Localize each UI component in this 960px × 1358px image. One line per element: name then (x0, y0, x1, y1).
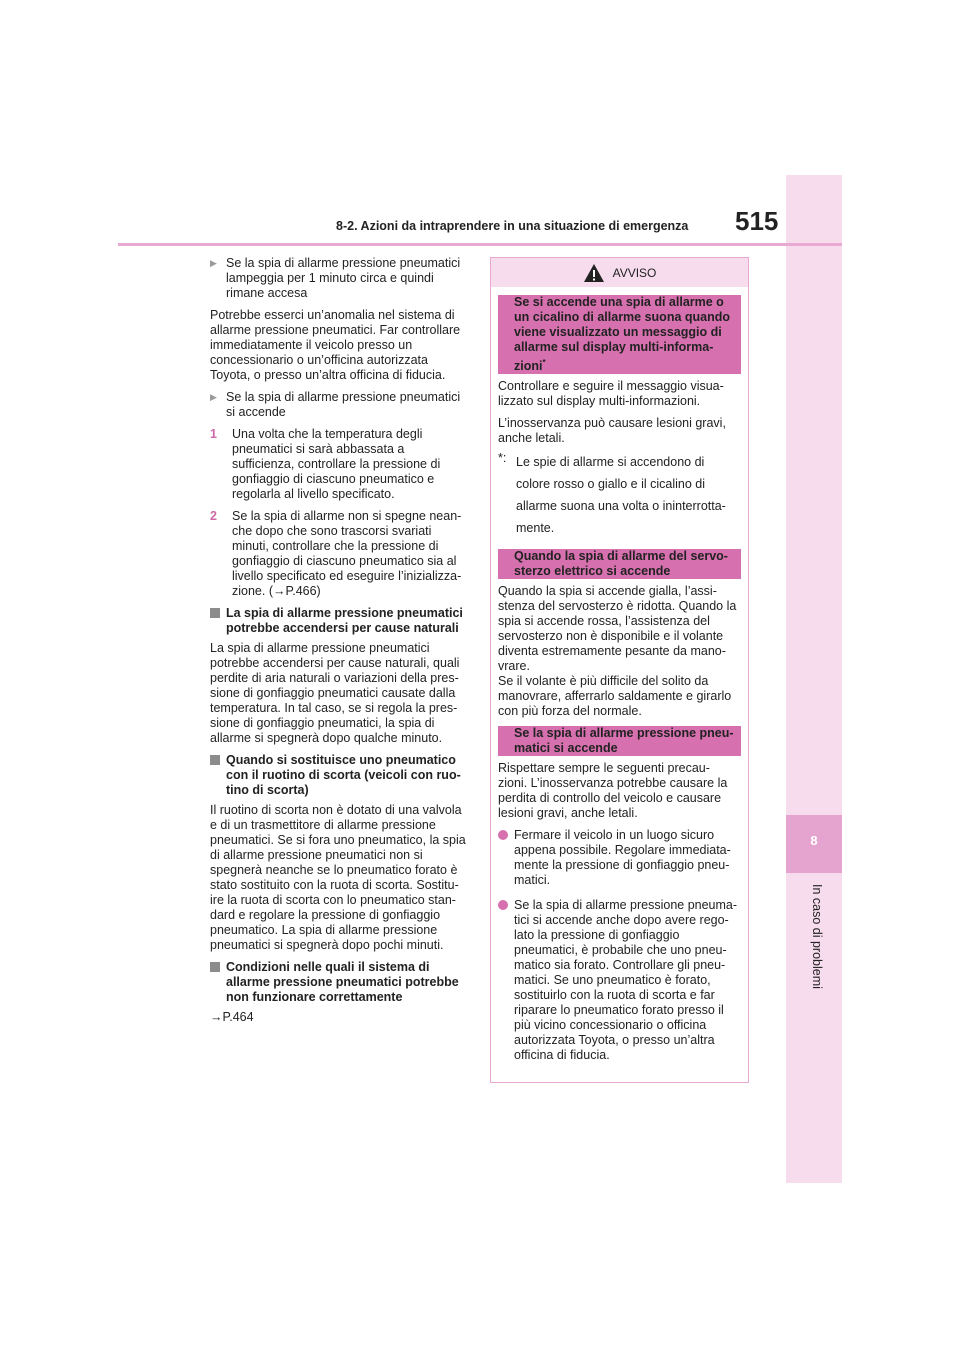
chapter-label: In caso di problemi (810, 884, 824, 989)
warning-triangle-icon (583, 263, 605, 283)
bullet-heading-text: Se la spia di allarme pressione pneumatici lampeggia per 1 minuto circa e quindi rimane accesa (226, 256, 461, 300)
subsection-heading (210, 960, 466, 1005)
warning-heading (498, 726, 741, 756)
warning-heading-text: Se si accende una spia di allarme o un cicalino di allarme suona quando viene visualizzato un messaggio di allarme sul display multi-informa- zioni (514, 295, 731, 374)
paragraph: Quando la spia si accende gialla, l’assi- stenza del servosterzo è ridotta. Quando la spia si accende rossa, l’assistenza del servosterzo non è disponibile e il volante diventa estremamente pesante da mano- vrare. (498, 584, 737, 674)
list-item-text: Se la spia di allarme pressione pneuma- tici si accende anche dopo avere rego- lato la pressione di gonfiaggio pneumatici, è probabile che uno pneu- matico sia forato. Controllare gli pneu- matici. Se uno pneumatico è forato, sostituirlo con la ruota di scorta e far riparare lo pneumatico forato presso il più vicino concessionario o officina autorizzata Toyota, o presso un’altra officina di fiducia. (514, 898, 738, 1063)
subsection-heading-text: Quando si sostituisce uno pneumatico con il ruotino di scorta (veicoli con ruo- tino di scorta) (226, 753, 461, 797)
dot-bullet-icon (498, 898, 514, 1063)
bullet-heading-text: Se la spia di allarme pressione pneumatici si accende (226, 390, 461, 419)
square-bullet-icon (210, 606, 226, 636)
warning-heading-text: Se la spia di allarme pressione pneu- matici si accende (514, 726, 741, 756)
bullet-heading (210, 256, 466, 301)
dot-list-item (498, 828, 741, 888)
page-number: 515 (735, 206, 779, 236)
square-bullet-icon (210, 753, 226, 798)
paragraph: Se il volante è più difficile del solito da manovrare, afferrarlo saldamente e girarlo con più forza del normale. (498, 674, 732, 719)
subsection-heading (210, 753, 466, 798)
subsection-heading-text: Condizioni nelle quali il sistema di allarme pressione pneumatici potrebbe non funzionare correttamente (226, 960, 459, 1004)
bullet-heading (210, 390, 466, 420)
chapter-number: 8 (810, 833, 818, 848)
warning-heading-text: Quando la spia di allarme del servo- sterzo elettrico si accende (514, 549, 741, 579)
square-bullet-icon (498, 549, 514, 579)
square-bullet-icon (498, 726, 514, 756)
step-number: 1 (210, 427, 217, 441)
footnote (498, 451, 741, 539)
paragraph: Il ruotino di scorta non è dotato di una valvola e di un trasmettitore di allarme pressione pneumatici. Se si fora uno pneumatico, la spia di allarme pressione pneumatici non si spegnerà neanche se lo pneumatico forato è stato sostituito con la ruota di scorta. Sostitu- ire la ruota di scorta con lo pneumatico stan- dard e regolare la pressione di gonfiaggio pneumatico. La spia di allarme pressione pneumatici si spegnerà dopo pochi minuti. (210, 803, 466, 952)
footnote-mark: *: (498, 451, 507, 466)
subsection-heading-text: La spia di allarme pressione pneumatici potrebbe accendersi per cause naturali (226, 606, 463, 635)
warning-heading (498, 295, 741, 374)
paragraph: Rispettare sempre le seguenti precau- zioni. L’inosservanza potrebbe causare la perdita di controllo del veicolo e causare lesioni gravi, anche letali. (498, 761, 728, 821)
warning-body (491, 287, 748, 1063)
square-bullet-icon (210, 960, 226, 1005)
section-title: 8-2. Azioni da intraprendere in una situazione di emergenza (336, 219, 689, 233)
subsection-heading (210, 606, 466, 636)
step-number: 2 (210, 509, 217, 523)
paragraph: Potrebbe esserci un’anomalia nel sistema di allarme pressione pneumatici. Far controllare immediatamente il veicolo presso un concessionario o un’officina autorizzata Toyota, o presso un’altra officina di fiducia. (210, 308, 461, 382)
footnote-marker: * (542, 358, 546, 367)
triangle-bullet-icon: ▶ (210, 392, 217, 402)
step-text: Una volta che la temperatura degli pneumatici si sarà abbassata a sufficienza, controllare la pressione di gonfiaggio di ciascuno pneumatico e regolarla al livello specificato. (232, 427, 441, 501)
dot-bullet-icon (498, 828, 514, 888)
warning-header (491, 258, 748, 287)
header-rule (118, 243, 842, 246)
paragraph: Controllare e seguire il messaggio visua- lizzato sul display multi-informazioni. (498, 379, 724, 409)
footnote-text: Le spie di allarme si accendono di colore rosso o giallo e il cicalino di allarme suona una volta o ininterrotta- mente. (516, 455, 726, 536)
paragraph: L’inosservanza può causare lesioni gravi, anche letali. (498, 416, 726, 446)
left-column (210, 256, 466, 1032)
list-item-text: Fermare il veicolo in un luogo sicuro appena possibile. Regolare immediata- mente la pressione di gonfiaggio pneu- matici. (514, 828, 731, 888)
page-reference-link[interactable]: →P.464 (210, 1010, 254, 1024)
paragraph: La spia di allarme pressione pneumatici potrebbe accendersi per cause naturali, quali perdite di aria naturali o variazioni della pres- sione di gonfiaggio pneumatici causate dalla temperatura. In tal caso, se si regola la pres- sione di gonfiaggio pneumatici, la spia di allarme si spegnerà dopo qualche minuto. (210, 641, 460, 745)
square-bullet-icon (498, 295, 514, 374)
triangle-bullet-icon: ▶ (210, 258, 217, 268)
step-text: Se la spia di allarme non si spegne nean- che dopo che sono trascorsi svariati minuti, controllare che la pressione di gonfiaggio di ciascuno pneumatico sia al livello specificato ed eseguire l’inizializza- zione. (→P.466) (232, 509, 462, 598)
step-item (210, 427, 466, 502)
dot-list-item (498, 898, 741, 1063)
warning-heading (498, 549, 741, 579)
step-item (210, 509, 466, 599)
warning-label: AVVISO (612, 265, 657, 280)
warning-box (490, 257, 749, 1083)
